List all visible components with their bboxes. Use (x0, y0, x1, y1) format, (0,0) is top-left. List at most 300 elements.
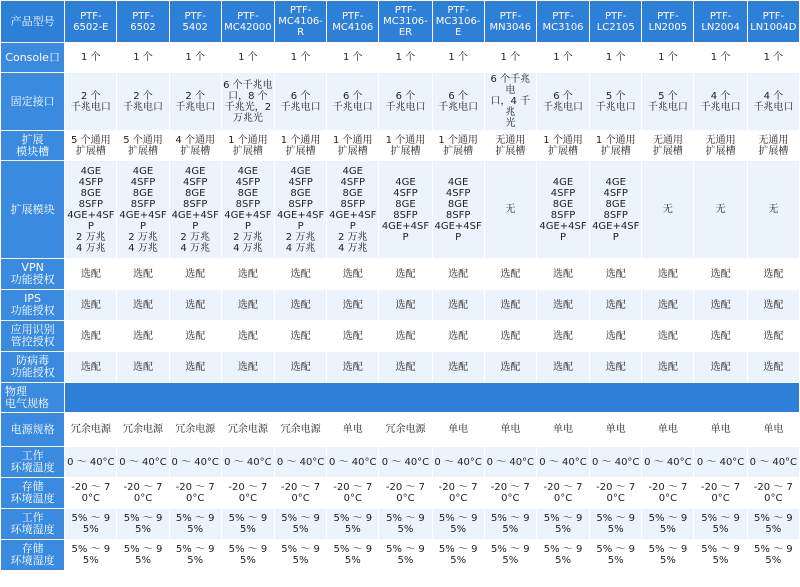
cell-line: 无通用 (652, 134, 683, 146)
header-corner: 产品型号 (1, 1, 65, 43)
cell-line: -20 ～ 70°C (228, 482, 268, 504)
cell-line: 5% ～ 95% (281, 544, 320, 566)
cell-line: PTF- (657, 10, 679, 22)
cell-line: 0 ～ 40°C (276, 456, 325, 468)
cell-line: 4GE+4SFP (171, 209, 219, 232)
cell-line: 选配 (133, 330, 154, 342)
cell-line: 功能授权 (10, 304, 55, 317)
cell-line: 1 个通用 (543, 134, 583, 146)
cell-line: 6 个 (395, 90, 416, 102)
cell-line: 5% ～ 95% (175, 544, 215, 566)
table-cell (379, 73, 432, 131)
cell-line: 冗余电源 (70, 424, 111, 435)
section-fill (65, 383, 800, 413)
table-cell (432, 509, 484, 540)
cell-line: 扩展槽 (758, 145, 789, 157)
table-cell (379, 161, 432, 259)
table-cell (484, 478, 536, 509)
cell-line: 选配 (763, 268, 784, 280)
section-row (1, 383, 800, 413)
table-cell (379, 509, 432, 540)
cell-line: PTF- (184, 10, 206, 22)
table-cell (274, 290, 326, 321)
table-cell (117, 352, 169, 383)
cell-line: 千兆电口 (753, 101, 794, 113)
cell-line: 8GE (237, 187, 259, 199)
cell-line: 电气规格 (5, 396, 49, 410)
cell-line: 5% ～ 95% (754, 544, 793, 566)
table-cell (642, 540, 694, 571)
cell-line: PTF- (604, 10, 627, 22)
table-cell (169, 478, 221, 509)
cell-line: 5 个通用 (71, 134, 111, 146)
row-label (1, 509, 65, 540)
table-cell (536, 540, 589, 571)
cell-line: 模块槽 (16, 144, 50, 158)
table-cell (379, 540, 432, 571)
cell-line: 4 个通用 (175, 134, 215, 146)
cell-line: -20 ～ 70°C (71, 482, 111, 504)
cell-line: 4GE+4SFP (329, 209, 377, 232)
cell-line: MC3106- (383, 16, 428, 27)
cell-line: 选配 (763, 330, 784, 342)
cell-line: 0 ～ 40°C (329, 456, 377, 468)
cell-line: 无通用 (705, 134, 736, 146)
table-cell (169, 161, 221, 259)
cell-line: 4SFP (78, 176, 104, 188)
table-row (1, 43, 800, 73)
cell-line: 4GE+4SFP (381, 220, 430, 243)
cell-line: 4 万兆 (233, 242, 263, 254)
table-cell (65, 352, 117, 383)
table-cell (117, 161, 169, 259)
cell-line: 千兆电口 (332, 101, 373, 113)
table-cell (379, 447, 432, 478)
table-cell (65, 161, 117, 259)
cell-line: 选配 (185, 330, 206, 342)
cell-line: 6 个 (290, 90, 311, 102)
table-cell (590, 290, 642, 321)
cell-line: 2 万兆 (337, 231, 368, 243)
table-cell (747, 413, 799, 447)
cell-line: 5% ～ 95% (333, 513, 373, 535)
table-cell (590, 509, 642, 540)
cell-line: 0 ～ 40°C (67, 456, 115, 468)
cell-line: 8SFP (235, 198, 261, 210)
cell-line: 4GE (342, 165, 363, 177)
cell-line: 扩展 (21, 132, 44, 146)
cell-line: 选配 (185, 268, 206, 280)
cell-line: 4GE+4SFP (539, 220, 587, 243)
table-cell (169, 413, 221, 447)
cell-line: 4GE+4SFP (224, 209, 272, 232)
table-cell (536, 259, 589, 290)
table-cell (747, 478, 799, 509)
cell-line: 选配 (500, 268, 521, 280)
cell-line: 单电 (342, 424, 363, 435)
cell-line: LN2005 (648, 21, 688, 33)
cell-line: PTF- (394, 5, 417, 16)
table-cell (484, 509, 536, 540)
table-cell (484, 540, 536, 571)
cell-line: 4GE (395, 176, 416, 188)
cell-line: 0 ～ 40°C (539, 456, 587, 468)
cell-line: 千兆电口 (123, 101, 164, 113)
cell-line: 防病毒 (16, 354, 50, 367)
cell-line: 工作 (21, 449, 44, 462)
cell-line: 选配 (657, 330, 678, 342)
cell-line: 5% ～ 95% (491, 544, 530, 566)
table-cell (484, 73, 536, 131)
cell-line: 扩展槽 (337, 145, 368, 157)
table-body (1, 43, 800, 571)
table-cell (379, 290, 432, 321)
cell-line: 选配 (290, 330, 311, 342)
cell-line: 选配 (657, 299, 678, 311)
cell-line: VPN (21, 261, 44, 274)
table-cell (590, 161, 642, 259)
cell-line: 5% ～ 95% (648, 513, 688, 535)
cell-line: 6 个千兆电 (223, 79, 273, 91)
table-cell (484, 321, 536, 352)
table-cell (169, 352, 221, 383)
table-cell (536, 131, 589, 161)
cell-line: 2 万兆 (76, 231, 106, 243)
table-cell (432, 540, 484, 571)
table-cell (221, 259, 274, 290)
table-cell (65, 259, 117, 290)
cell-line: 环境湿度 (10, 554, 55, 567)
cell-line: 4 万兆 (128, 242, 158, 254)
table-cell (274, 161, 326, 259)
row-label (1, 43, 65, 73)
row-label (1, 73, 65, 131)
table-cell (747, 73, 799, 131)
cell-line: 5% ～ 95% (754, 513, 793, 535)
cell-line: 选配 (710, 299, 731, 311)
row-label (1, 290, 65, 321)
table-cell (590, 131, 642, 161)
cell-line: 选配 (342, 361, 363, 373)
cell-line: 选配 (553, 268, 574, 280)
cell-line: LC2105 (596, 21, 635, 33)
cell-line: 选配 (133, 268, 154, 280)
table-cell (747, 509, 799, 540)
table-cell (694, 478, 747, 509)
table-cell (274, 43, 326, 73)
table-cell (221, 447, 274, 478)
table-cell (169, 131, 221, 161)
cell-line: -20 ～ 70°C (385, 482, 425, 504)
cell-line: IPS (24, 292, 42, 305)
cell-line: 1 个 (395, 52, 416, 63)
table-cell (747, 540, 799, 571)
table-cell (117, 131, 169, 161)
cell-line: 1 个 (290, 52, 311, 63)
cell-line: 选配 (763, 361, 784, 373)
cell-line: 选配 (448, 330, 469, 342)
cell-line: 5% ～ 95% (175, 513, 215, 535)
cell-line: 扩展槽 (548, 145, 579, 157)
cell-line: 4 个 (710, 90, 731, 102)
table-cell (536, 161, 589, 259)
model-header (642, 1, 694, 43)
table-cell (327, 259, 379, 290)
cell-line: 1 个通用 (280, 134, 321, 146)
table-cell (590, 259, 642, 290)
cell-line: 4GE (605, 176, 626, 188)
cell-line: 选配 (185, 361, 206, 373)
cell-line: LN2004 (701, 21, 740, 33)
table-cell (117, 540, 169, 571)
cell-line: PTF- (342, 10, 364, 22)
cell-line: 8SFP (130, 198, 156, 210)
table-cell (694, 131, 747, 161)
cell-line: 5% ～ 95% (543, 544, 583, 566)
table-row (1, 447, 800, 478)
cell-line: 4SFP (235, 176, 261, 188)
cell-line: 选配 (395, 361, 416, 373)
cell-line: 5% ～ 95% (281, 513, 320, 535)
table-cell (169, 447, 221, 478)
cell-line: 扩展槽 (128, 145, 159, 157)
cell-line: 6502-E (73, 21, 109, 33)
model-header (274, 1, 326, 43)
cell-line: -20 ～ 70°C (753, 482, 793, 504)
cell-line: 4GE (132, 165, 154, 177)
table-cell (65, 447, 117, 478)
table-cell (117, 43, 169, 73)
table-cell (642, 43, 694, 73)
model-header (694, 1, 747, 43)
cell-line: 扩展槽 (443, 145, 474, 157)
cell-line: 0 ～ 40°C (749, 456, 798, 468)
table-cell (642, 352, 694, 383)
cell-line: 无 (505, 204, 516, 215)
cell-line: 冗余电源 (175, 424, 216, 435)
cell-line: -20 ～ 70°C (648, 482, 688, 504)
cell-line: 选配 (237, 361, 258, 373)
cell-line: PTF- (447, 5, 469, 16)
table-cell (221, 131, 274, 161)
table-row (1, 540, 800, 571)
table-cell (221, 540, 274, 571)
cell-line: MC4106 (332, 21, 374, 33)
cell-line: 扩展模块 (10, 202, 55, 216)
row-label (1, 161, 65, 259)
cell-line: 选配 (553, 361, 574, 373)
cell-line: 8GE (80, 187, 102, 199)
table-cell (274, 352, 326, 383)
cell-line: 8GE (342, 187, 363, 199)
table-cell (590, 478, 642, 509)
table-row (1, 509, 800, 540)
table-cell (274, 259, 326, 290)
cell-line: 单电 (657, 424, 678, 435)
cell-line: 5% ～ 95% (701, 513, 740, 535)
cell-line: 选配 (290, 268, 311, 280)
cell-line: 5% ～ 95% (333, 544, 373, 566)
cell-line: 选配 (605, 268, 626, 280)
cell-line: 4SFP (550, 187, 576, 199)
row-label (1, 413, 65, 447)
model-header (65, 1, 117, 43)
table-cell (484, 290, 536, 321)
cell-line: 选配 (395, 299, 416, 311)
cell-line: -20 ～ 70°C (123, 482, 163, 504)
table-cell (642, 290, 694, 321)
cell-line: 6 个 (553, 90, 573, 102)
cell-line: 2 个 (81, 90, 101, 102)
table-cell (590, 352, 642, 383)
table-row (1, 290, 800, 321)
table-cell (747, 290, 799, 321)
cell-line: 5% ～ 95% (228, 544, 268, 566)
table-cell (590, 540, 642, 571)
table-cell (169, 509, 221, 540)
cell-line: 0 ～ 40°C (486, 456, 535, 468)
cell-line: 8GE (184, 187, 206, 199)
cell-line: MN3046 (489, 21, 532, 33)
table-cell (327, 43, 379, 73)
cell-line: 1 个 (342, 52, 363, 63)
cell-line: 2 万兆 (285, 231, 316, 243)
table-cell (694, 447, 747, 478)
cell-line: 选配 (448, 268, 469, 280)
table-cell (694, 73, 747, 131)
cell-line: PTF- (762, 10, 785, 22)
cell-line: 选配 (500, 299, 521, 311)
table-cell (536, 321, 589, 352)
table-cell (484, 413, 536, 447)
cell-line: -20 ～ 70°C (701, 482, 741, 504)
cell-line: PTF- (709, 10, 732, 22)
cell-line: 扩展槽 (232, 145, 263, 157)
model-header (432, 1, 484, 43)
cell-line: 千兆电口 (543, 101, 584, 113)
cell-line: 4GE (447, 176, 469, 188)
table-cell (747, 161, 799, 259)
table-cell (379, 321, 432, 352)
cell-line: 选配 (185, 299, 206, 311)
cell-line: 千兆电口 (175, 101, 216, 113)
table-cell (169, 321, 221, 352)
table-cell (117, 321, 169, 352)
table-cell (221, 478, 274, 509)
table-cell (379, 259, 432, 290)
model-header (590, 1, 642, 43)
cell-line: 选配 (342, 299, 363, 311)
table-cell (327, 413, 379, 447)
cell-line: 4GE+4SFP (592, 220, 640, 243)
table-cell (536, 413, 589, 447)
cell-line: 4GE (80, 165, 102, 177)
cell-line: 4 万兆 (180, 242, 210, 254)
table-cell (694, 321, 747, 352)
cell-line: 2 万兆 (180, 231, 210, 243)
model-header (221, 1, 274, 43)
cell-line: PTF- (80, 10, 102, 22)
cell-line: 8SFP (288, 198, 313, 210)
cell-line: 选配 (657, 268, 678, 280)
cell-line: PTF- (289, 5, 312, 16)
cell-line: 1 个 (500, 52, 521, 63)
table-cell (747, 352, 799, 383)
cell-line: 0 ～ 40°C (434, 456, 482, 468)
cell-line: 8SFP (445, 209, 471, 221)
table-cell (432, 478, 484, 509)
table-cell (117, 290, 169, 321)
table-cell (274, 478, 326, 509)
cell-line: 选配 (80, 299, 101, 311)
cell-line: 1 个 (710, 52, 731, 63)
table-row (1, 73, 800, 131)
cell-line: 扩展槽 (495, 145, 526, 157)
cell-line: 8GE (290, 187, 311, 199)
cell-line: 0 ～ 40°C (644, 456, 692, 468)
cell-line: 8SFP (78, 198, 104, 210)
table-cell (274, 509, 326, 540)
table-cell (221, 43, 274, 73)
table-cell (432, 321, 484, 352)
table-cell (432, 73, 484, 131)
cell-line: 无通用 (495, 134, 526, 146)
table-cell (536, 509, 589, 540)
cell-line: 千兆电口 (280, 101, 321, 113)
cell-line: 无 (715, 204, 726, 215)
table-cell (642, 73, 694, 131)
table-cell (536, 352, 589, 383)
cell-line: 千兆电口 (438, 101, 479, 113)
cell-line: 4 万兆 (337, 242, 368, 254)
table-cell (379, 131, 432, 161)
cell-line: 功能授权 (10, 273, 55, 286)
table-cell (65, 321, 117, 352)
cell-line: 4GE (237, 165, 259, 177)
table-cell (327, 447, 379, 478)
table-cell (221, 509, 274, 540)
cell-line: 选配 (500, 330, 521, 342)
cell-line: 千兆光，2 (224, 101, 272, 113)
cell-line: PTF- (132, 10, 154, 22)
cell-line: 选配 (553, 330, 574, 342)
cell-line: 5% ～ 95% (596, 544, 635, 566)
cell-line: 选配 (237, 299, 258, 311)
cell-line: 2 个 (133, 90, 153, 102)
cell-line: 6502 (130, 21, 156, 33)
cell-line: 8GE (552, 198, 574, 210)
cell-line: 1 个 (763, 52, 784, 63)
table-row (1, 478, 800, 509)
cell-line: MC3106-E (435, 16, 481, 38)
model-header (117, 1, 169, 43)
cell-line: 选配 (448, 299, 469, 311)
row-label (1, 321, 65, 352)
cell-line: 0 ～ 40°C (171, 456, 219, 468)
cell-line: 5402 (182, 21, 208, 33)
cell-line: 2 万兆 (128, 231, 158, 243)
table-cell (747, 321, 799, 352)
table-cell (484, 352, 536, 383)
table-cell (590, 43, 642, 73)
cell-line: 万兆光 (232, 112, 263, 124)
cell-line: PTF- (237, 10, 259, 22)
cell-line: 5% ～ 95% (386, 513, 425, 535)
cell-line: 冗余电源 (385, 424, 426, 435)
table-cell (432, 447, 484, 478)
table-cell (169, 73, 221, 131)
header-row (1, 1, 800, 43)
